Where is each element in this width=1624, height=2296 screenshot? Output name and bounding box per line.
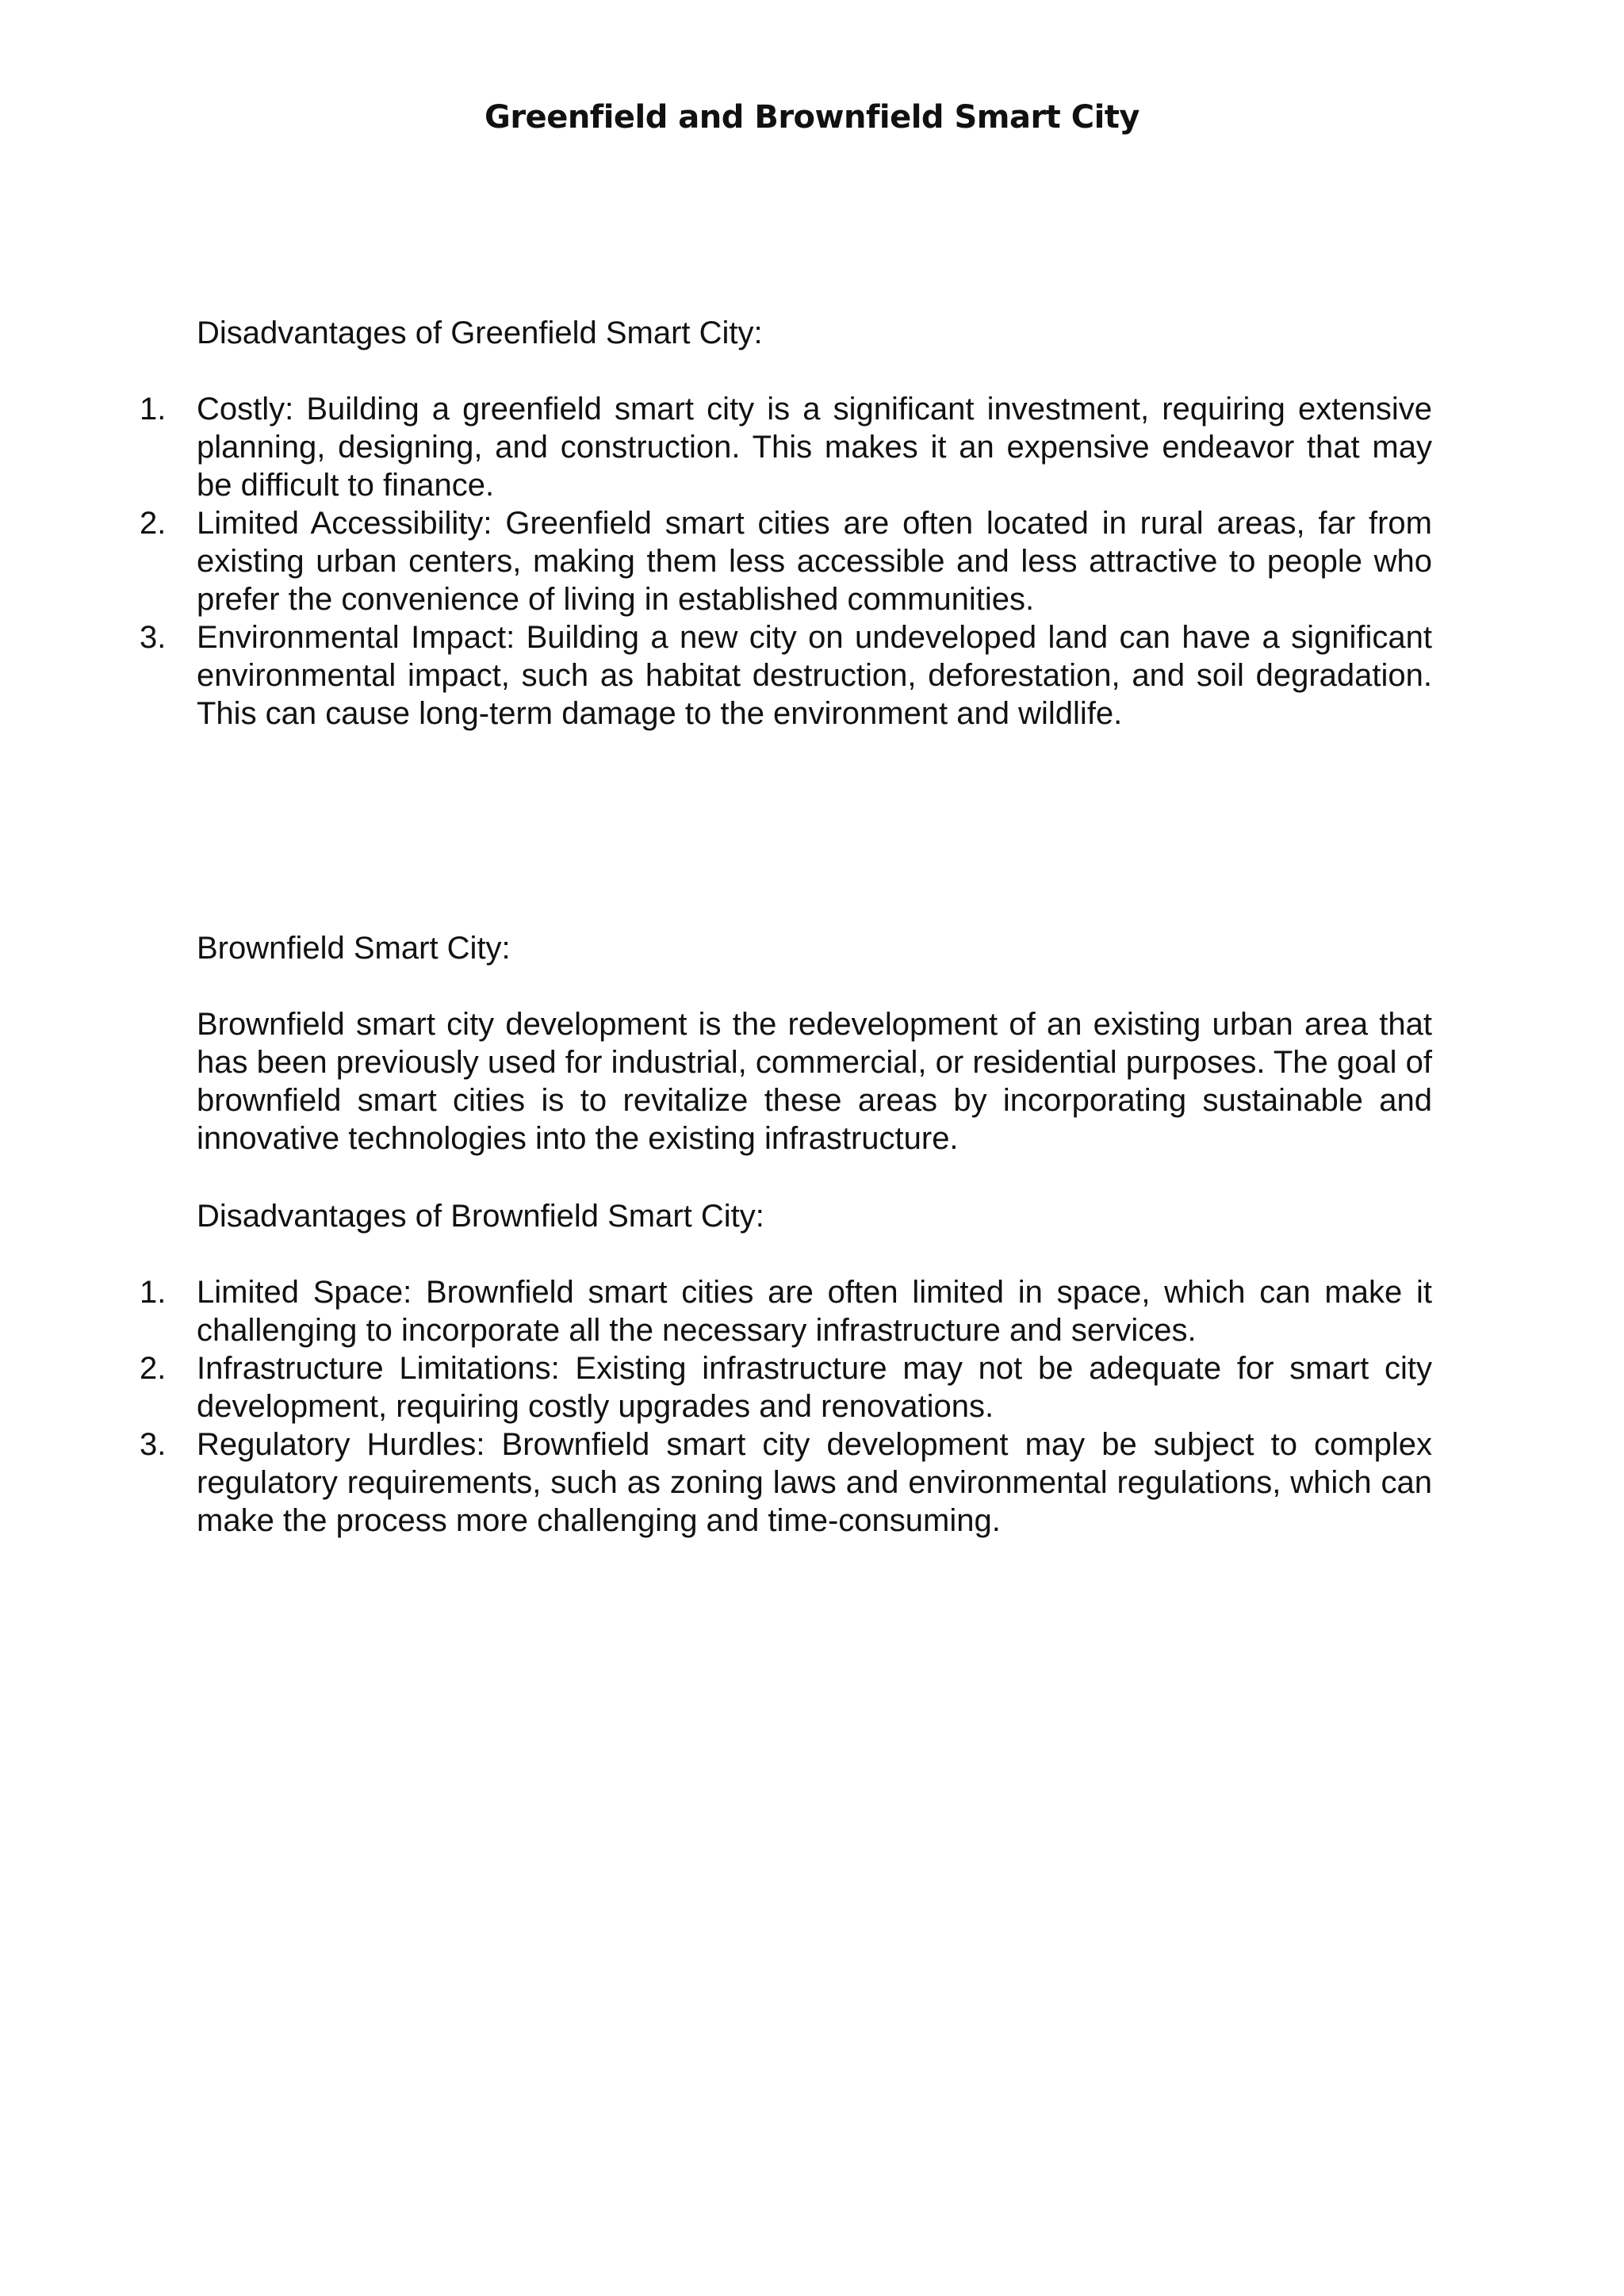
list-item	[140, 390, 1432, 504]
list-item-number: 2.	[140, 506, 167, 541]
greenfield-disadvantages-heading: Disadvantages of Greenfield Smart City:	[197, 316, 763, 350]
list-item	[140, 1273, 1432, 1349]
list-item-text: Environmental Impact: Building a new city on undeveloped land can have a significant environmental impact, such as habitat destruction, deforestation, and soil degradation. This can cause long-term damage to the environment and wildlife.	[197, 620, 1432, 731]
list-item	[140, 1425, 1432, 1540]
list-item-number: 1.	[140, 1275, 167, 1310]
list-item	[140, 618, 1432, 733]
list-item-text: Limited Accessibility: Greenfield smart cities are often located in rural areas, far from existing urban centers, making them less accessible and less attractive to people who prefer the convenience of living in established communities.	[197, 506, 1432, 617]
list-item-number: 3.	[140, 620, 167, 655]
list-item-number: 3.	[140, 1427, 167, 1462]
list-item-text: Infrastructure Limitations: Existing infrastructure may not be adequate for smart city development, requiring costly upgrades and renovations.	[197, 1351, 1432, 1424]
brownfield-disadvantages-heading: Disadvantages of Brownfield Smart City:	[197, 1199, 764, 1234]
list-item-number: 2.	[140, 1351, 167, 1386]
page-title: Greenfield and Brownfield Smart City	[485, 99, 1139, 136]
brownfield-heading: Brownfield Smart City:	[197, 931, 511, 966]
list-item	[140, 504, 1432, 618]
list-item-number: 1.	[140, 392, 167, 427]
brownfield-disadvantages-list	[140, 1273, 1432, 1540]
brownfield-description: Brownfield smart city development is the redevelopment of an existing urban area that has been previously used for industrial, commercial, or residential purposes. The goal of brownfield smart cities is to revitalize these areas by incorporating sustainable and innovative technologies into the existing infrastructure.	[197, 1007, 1432, 1156]
list-item	[140, 1349, 1432, 1425]
greenfield-disadvantages-list	[140, 390, 1432, 733]
list-item-text: Costly: Building a greenfield smart city is a significant investment, requiring extensive planning, designing, and construction. This makes it an expensive endeavor that may be difficult to finance.	[197, 392, 1432, 503]
list-item-text: Regulatory Hurdles: Brownfield smart city development may be subject to complex regulatory requirements, such as zoning laws and environmental regulations, which can make the process more challenging and time-consuming.	[197, 1427, 1432, 1538]
list-item-text: Limited Space: Brownfield smart cities are often limited in space, which can make it challenging to incorporate all the necessary infrastructure and services.	[197, 1275, 1432, 1348]
